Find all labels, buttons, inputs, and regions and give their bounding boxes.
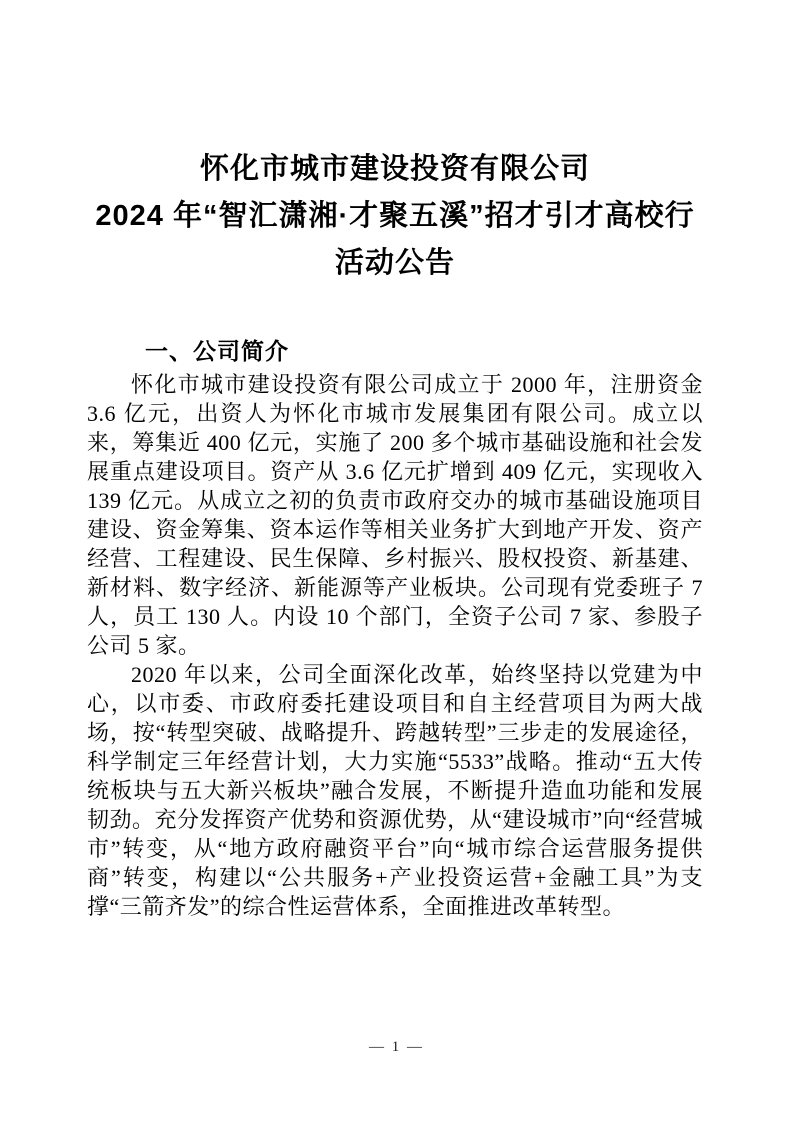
document-content xyxy=(87,0,703,921)
document-title xyxy=(87,146,703,287)
title-line-1: 怀化市城市建设投资有限公司 xyxy=(199,153,590,185)
title-line-2: 2024 年“智汇潇湘·才聚五溪”招才引才高校行 xyxy=(95,200,695,232)
page-number: — 1 — xyxy=(369,1039,424,1055)
paragraph-company-overview: 怀化市城市建设投资有限公司成立于 2000 年，注册资金 3.6 亿元，出资人为怀化市城市发展集团有限公司。成立以来，筹集近 400 亿元，实施了 200 多个城市基础设施和社会发展重点建设项目。资产从 3.6 亿元扩增到 409 亿元，实现收入 139 亿元。从成立之初的负责市政府交办的城市基础设施项目建设、资金筹集、资本运作等相关业务扩大到地产开发、资产经营、工程建设、民生保障、乡村振兴、股权投资、新基建、新材料、数字经济、新能源等产业板块。公司现有党委班子 7 人，员工 130 人。内设 10 个部门，全资子公司 7 家、参股子公司 5 家。 xyxy=(87,372,703,658)
paragraph-company-reform: 2020 年以来，公司全面深化改革，始终坚持以党建为中心，以市委、市政府委托建设项目和自主经营项目为两大战场，按“转型突破、战略提升、跨越转型”三步走的发展途径，科学制定三年经营计划，大力实施“5533”战略。推动“五大传统板块与五大新兴板块”融合发展，不断提升造血功能和发展韧劲。充分发挥资产优势和资源优势，从“建设城市”向“经营城市”转变，从“地方政府融资平台”向“城市综合运营服务提供商”转变，构建以“公共服务+产业投资运营+金融工具”为支撑“三箭齐发”的综合性运营体系，全面推进改革转型。 xyxy=(87,662,703,919)
title-line-3: 活动公告 xyxy=(334,247,455,279)
section-heading-company-intro: 一、公司简介 xyxy=(145,338,289,364)
